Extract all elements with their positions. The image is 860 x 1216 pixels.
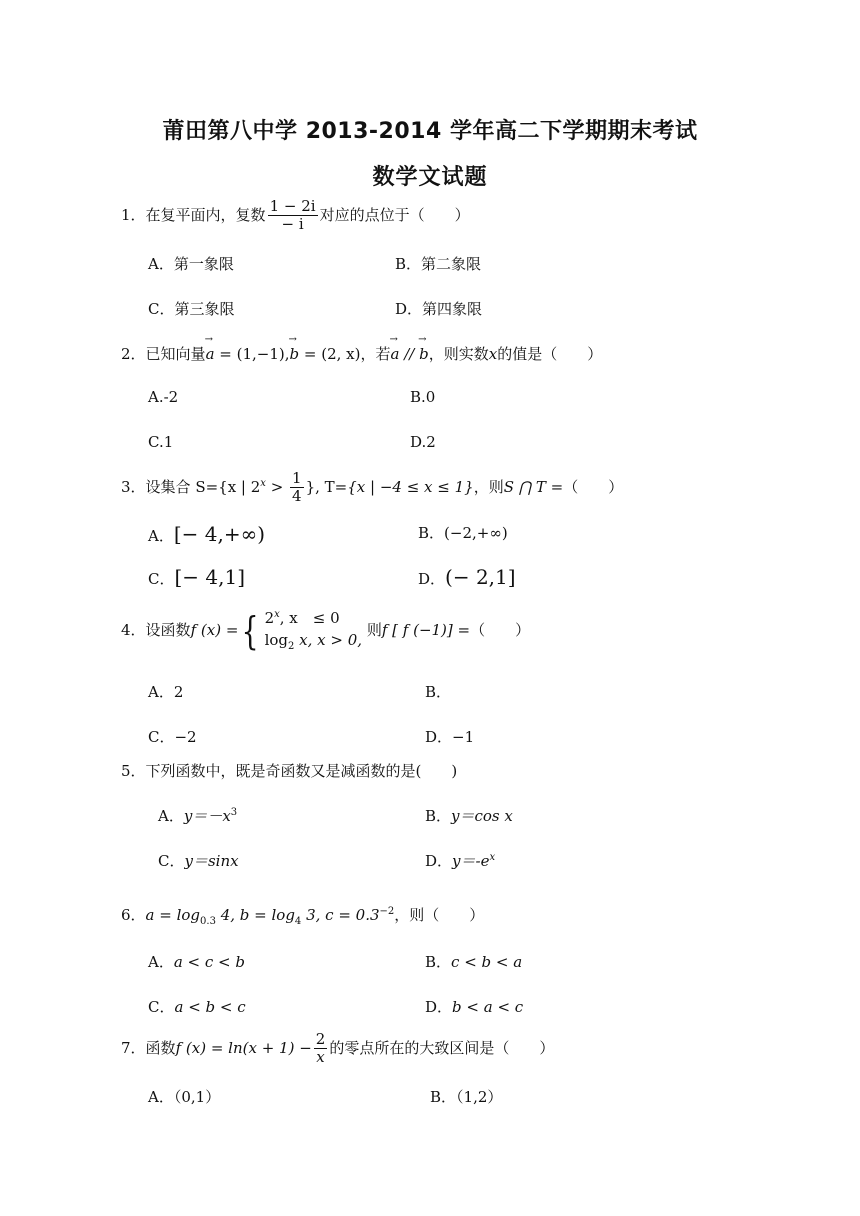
case-1-base: 2 [264,609,275,627]
question-text: 函数 [145,1038,176,1057]
question-number: 5． [121,762,146,780]
option-c: C.1 [148,433,174,451]
option-value: [− 4,1] [174,565,246,589]
option-c [158,850,239,871]
option-value: y＝-e [452,852,490,870]
option-c [148,726,197,747]
case-2-condition: x, x > 0, [294,630,363,649]
option-label: B． [425,953,452,971]
exam-subtitle: 数学文试题 [372,165,488,190]
option-label: B． [418,524,445,542]
expr-a: a = log [145,906,201,924]
exponent-x: x [260,477,266,489]
question-number: 3． [121,477,146,496]
option-value: a < c < b [173,953,245,971]
option-d [425,996,523,1017]
option-b: B．（1,2） [430,1088,503,1106]
question-text-end: 的值是（ ） [497,345,603,363]
exam-title: 莆田第八中学 2013-2014 学年高二下学期期末考试 [162,119,698,144]
option-d [425,726,474,747]
question-text-end: =（ ） [545,477,624,496]
question-text: 设集合 S={x | 2 [145,477,261,496]
option-a [148,681,183,702]
option-d: D．第四象限 [395,300,483,318]
expr-b-base: 4 [294,916,302,927]
set-t: {x | −4 ≤ x ≤ 1} [347,477,474,496]
piecewise-cases [265,608,362,654]
option-label: C． [148,998,175,1016]
question-number: 4． [121,621,146,640]
case-1-exponent: x [274,609,280,620]
variable-x: x [488,345,498,363]
question-text-mid: ，若 [360,345,391,363]
question-3 [121,470,623,506]
question-text: 已知向量 [145,345,206,363]
question-6 [121,904,484,927]
option-b: B．第二象限 [395,255,482,273]
fraction [268,198,318,234]
option-label: A． [148,527,174,545]
option-c [148,565,245,589]
option-b [425,951,522,972]
option-b: B.0 [410,388,436,406]
option-value: a < b < c [174,998,246,1016]
option-a [158,805,237,826]
parallel-vector-b: → b [419,345,429,363]
option-label: C． [148,570,175,588]
question-text-tail: （ ） [470,621,531,640]
question-text-mid: 则 [366,621,382,640]
question-text: 设函数 [145,621,191,640]
option-a [148,522,265,546]
option-value: y＝cos x [451,807,513,825]
expr-c: 3, c = 0.3 [301,906,380,924]
option-value: b < a < c [452,998,524,1016]
option-c: C．第三象限 [148,300,235,318]
question-4 [121,608,530,654]
greater-than: > [265,477,289,496]
option-label: D． [425,998,453,1016]
option-value: y＝sinx [184,852,239,870]
option-a [148,951,245,972]
case-2 [265,630,362,655]
option-label: A． [148,683,174,701]
option-value: −1 [452,728,475,746]
vector-a-value: = (1,−1), [214,345,290,363]
option-a: A．第一象限 [148,255,234,273]
case-1 [265,608,362,630]
option-label: D． [425,852,453,870]
composite-expr: f [ f (−1)] = [381,621,471,640]
vector-b: → b [290,345,300,363]
option-value: (− 2,1] [445,565,516,589]
vector-a: → a [206,345,215,363]
question-5 [121,760,457,781]
intersection-expr: S ⋂ T [503,477,546,496]
function-expr: f (x) = ln(x + 1) − [175,1038,312,1057]
question-text-mid: }, T= [305,477,348,496]
option-a: A.-2 [148,388,179,406]
question-number: 1． [121,205,146,224]
function-f: f (x) = [190,621,239,640]
question-7 [121,1031,554,1067]
question-text: 下列函数中，既是奇函数又是减函数的是( ) [145,762,458,780]
option-value: y＝－x [183,807,231,825]
question-text-tail: 对应的点位于（ ） [319,205,470,224]
option-d: D.2 [410,433,436,451]
option-label: C． [148,728,175,746]
option-label: A． [148,953,174,971]
vector-b-value: = (2, x) [299,345,361,363]
question-number: 7． [121,1038,146,1057]
option-label: B． [425,807,452,825]
option-d [418,565,516,589]
option-label: B． [425,683,452,701]
option-a: A．（0,1） [148,1088,221,1106]
question-number: 6． [121,906,146,924]
question-text-tail: 的零点所在的大致区间是（ ） [329,1038,555,1057]
fraction-numerator: 1 [292,469,302,487]
question-number: 2． [121,345,146,363]
fraction [314,1031,328,1067]
case-2-base: 2 [288,640,295,652]
option-label: D． [418,570,446,588]
fraction-numerator: 1 − 2i [269,197,316,215]
fraction-denominator: x [316,1048,325,1067]
fraction-denominator: 4 [292,487,302,506]
fraction-denominator: − i [281,215,304,234]
option-value: −2 [174,728,197,746]
question-1 [121,198,470,234]
option-value: c < b < a [451,953,523,971]
question-text-tail: ，则 [473,477,504,496]
option-d [425,850,495,871]
option-value: [− 4,+∞) [173,522,266,546]
expr-b: 4, b = log [215,906,295,924]
option-value: (−2,+∞) [444,524,508,542]
option-exponent: x [489,852,496,863]
left-brace: { [242,609,259,654]
option-label: A． [158,807,184,825]
option-label: C． [158,852,185,870]
option-exponent: 3 [230,807,238,818]
case-1-condition: , x ≤ 0 [279,609,340,627]
parallel-vector-a: → a [391,345,400,363]
option-b [425,681,451,702]
expr-a-base: 0.3 [200,916,216,927]
fraction-numerator: 2 [315,1030,326,1048]
question-2 [121,343,602,364]
question-text: 在复平面内，复数 [145,205,266,224]
question-text-tail: ，则实数 [428,345,489,363]
fraction [290,470,304,506]
expr-c-exponent: −2 [379,906,395,917]
option-value: 2 [173,683,184,701]
option-c [148,996,246,1017]
option-b [425,805,513,826]
question-text-tail: ，则（ ） [394,906,485,924]
parallel-symbol: // [399,345,420,363]
case-2-log: log [264,630,289,649]
option-b [418,522,508,543]
option-label: D． [425,728,453,746]
